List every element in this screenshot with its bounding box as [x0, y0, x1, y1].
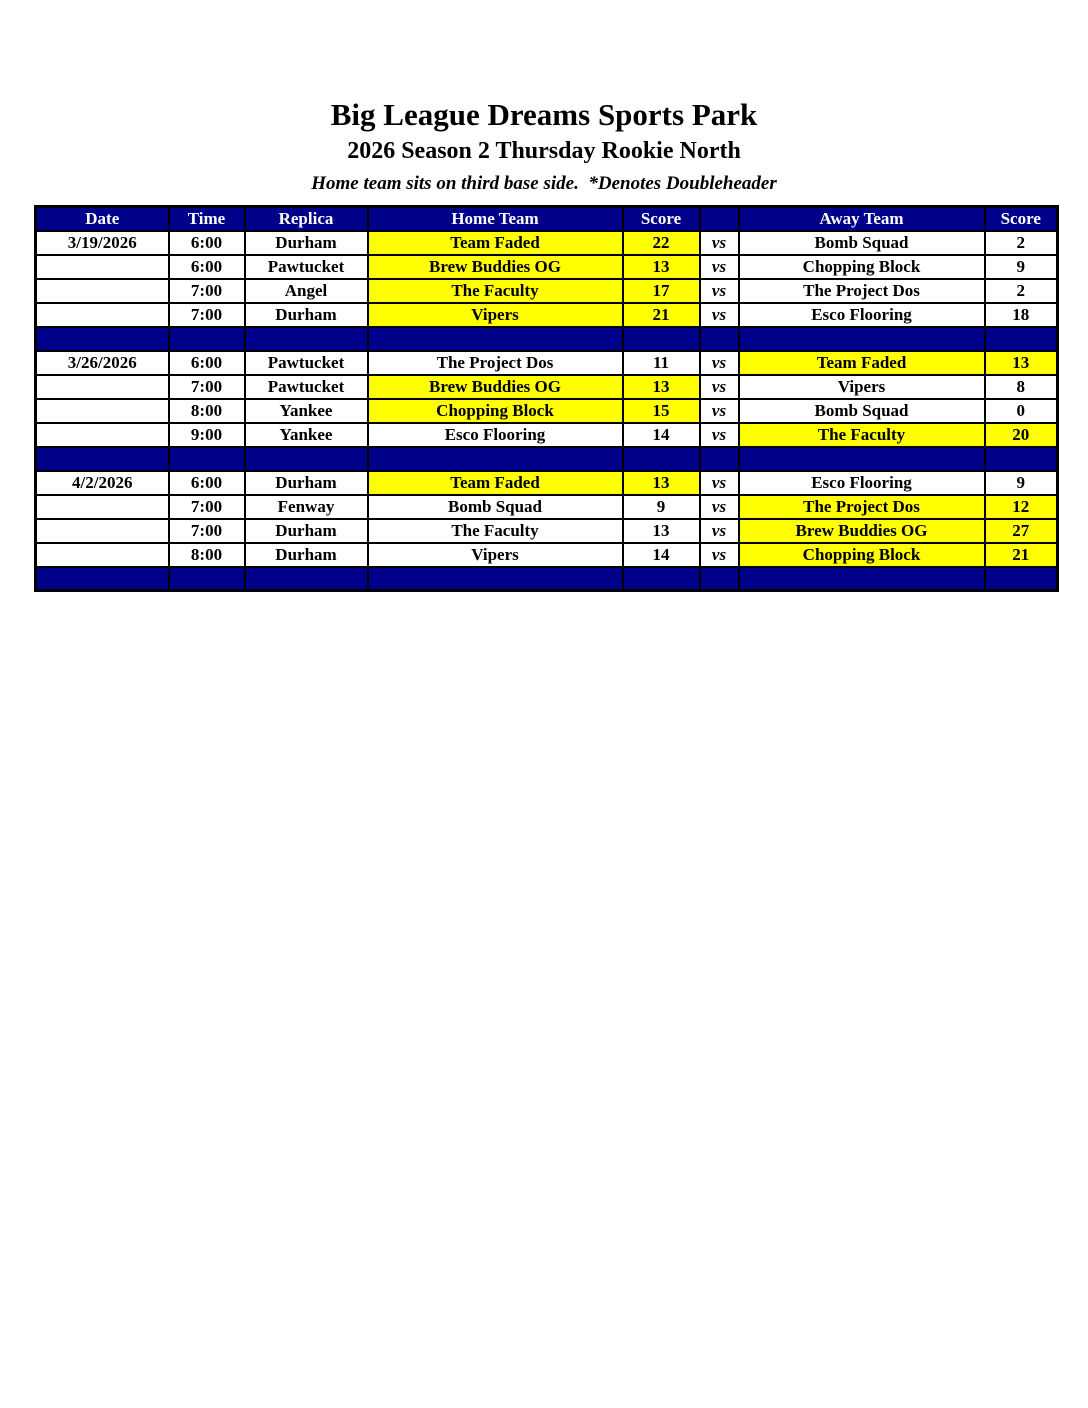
vs-cell: vs	[700, 519, 739, 543]
separator-cell	[245, 567, 368, 591]
table-row	[36, 471, 1058, 495]
home-team-note: Home team sits on third base side. *Denotes Doubleheader	[311, 173, 777, 195]
date-cell	[36, 303, 169, 327]
away-score-cell: 9	[985, 255, 1058, 279]
vs-cell: vs	[700, 543, 739, 567]
schedule-table-head	[36, 207, 1058, 231]
home-team-cell: Brew Buddies OG	[368, 255, 623, 279]
time-cell: 7:00	[169, 375, 245, 399]
time-cell: 6:00	[169, 471, 245, 495]
away-team-cell: Vipers	[739, 375, 985, 399]
date-cell	[36, 255, 169, 279]
separator-cell	[739, 447, 985, 471]
vs-cell: vs	[700, 423, 739, 447]
home-team-cell: The Project Dos	[368, 351, 623, 375]
vs-cell: vs	[700, 231, 739, 255]
away-score-cell: 18	[985, 303, 1058, 327]
vs-cell: vs	[700, 279, 739, 303]
time-cell: 6:00	[169, 255, 245, 279]
separator-cell	[169, 567, 245, 591]
date-cell	[36, 399, 169, 423]
time-cell: 8:00	[169, 543, 245, 567]
separator-cell	[700, 567, 739, 591]
date-cell	[36, 519, 169, 543]
home-score-cell: 15	[623, 399, 700, 423]
away-team-cell: Esco Flooring	[739, 471, 985, 495]
replica-cell: Durham	[245, 471, 368, 495]
replica-cell: Durham	[245, 543, 368, 567]
column-header-away-score: Score	[985, 207, 1058, 231]
away-team-cell: The Project Dos	[739, 279, 985, 303]
date-cell	[36, 375, 169, 399]
home-team-cell: Chopping Block	[368, 399, 623, 423]
home-team-cell: Esco Flooring	[368, 423, 623, 447]
away-score-cell: 21	[985, 543, 1058, 567]
away-team-cell: Bomb Squad	[739, 231, 985, 255]
replica-cell: Pawtucket	[245, 351, 368, 375]
date-cell	[36, 543, 169, 567]
table-row	[36, 519, 1058, 543]
vs-cell: vs	[700, 375, 739, 399]
separator-cell	[985, 567, 1058, 591]
replica-cell: Pawtucket	[245, 375, 368, 399]
column-header-home-team: Home Team	[368, 207, 623, 231]
replica-cell: Durham	[245, 519, 368, 543]
time-cell: 7:00	[169, 303, 245, 327]
away-score-cell: 13	[985, 351, 1058, 375]
separator-cell	[985, 447, 1058, 471]
home-team-cell: Bomb Squad	[368, 495, 623, 519]
away-team-cell: The Project Dos	[739, 495, 985, 519]
vs-cell: vs	[700, 495, 739, 519]
replica-cell: Fenway	[245, 495, 368, 519]
time-cell: 8:00	[169, 399, 245, 423]
replica-cell: Angel	[245, 279, 368, 303]
table-row	[36, 351, 1058, 375]
separator-cell	[36, 567, 169, 591]
table-row	[36, 375, 1058, 399]
time-cell: 6:00	[169, 351, 245, 375]
replica-cell: Pawtucket	[245, 255, 368, 279]
separator-cell	[739, 327, 985, 351]
separator-cell	[169, 327, 245, 351]
table-row	[36, 399, 1058, 423]
home-score-cell: 21	[623, 303, 700, 327]
away-team-cell: Chopping Block	[739, 255, 985, 279]
table-row	[36, 231, 1058, 255]
away-score-cell: 8	[985, 375, 1058, 399]
home-team-cell: The Faculty	[368, 279, 623, 303]
time-cell: 9:00	[169, 423, 245, 447]
separator-cell	[700, 447, 739, 471]
vs-cell: vs	[700, 399, 739, 423]
replica-cell: Yankee	[245, 423, 368, 447]
table-row	[36, 279, 1058, 303]
column-header-vs	[700, 207, 739, 231]
separator-cell	[739, 567, 985, 591]
date-cell: 4/2/2026	[36, 471, 169, 495]
time-cell: 7:00	[169, 519, 245, 543]
page-subtitle: 2026 Season 2 Thursday Rookie North	[347, 137, 741, 164]
away-score-cell: 27	[985, 519, 1058, 543]
away-score-cell: 0	[985, 399, 1058, 423]
away-score-cell: 9	[985, 471, 1058, 495]
home-team-cell: Brew Buddies OG	[368, 375, 623, 399]
replica-cell: Durham	[245, 303, 368, 327]
date-cell	[36, 279, 169, 303]
home-team-cell: Vipers	[368, 543, 623, 567]
time-cell: 7:00	[169, 279, 245, 303]
home-score-cell: 14	[623, 423, 700, 447]
replica-cell: Durham	[245, 231, 368, 255]
home-score-cell: 13	[623, 255, 700, 279]
home-score-cell: 9	[623, 495, 700, 519]
away-score-cell: 12	[985, 495, 1058, 519]
time-cell: 6:00	[169, 231, 245, 255]
away-score-cell: 2	[985, 279, 1058, 303]
column-header-time: Time	[169, 207, 245, 231]
table-row	[36, 423, 1058, 447]
vs-cell: vs	[700, 471, 739, 495]
home-score-cell: 11	[623, 351, 700, 375]
schedule-table-body	[36, 231, 1058, 591]
separator-cell	[623, 567, 700, 591]
vs-cell: vs	[700, 351, 739, 375]
date-cell: 3/19/2026	[36, 231, 169, 255]
separator-cell	[368, 447, 623, 471]
away-team-cell: The Faculty	[739, 423, 985, 447]
separator-row	[36, 447, 1058, 471]
table-row	[36, 303, 1058, 327]
column-header-away-team: Away Team	[739, 207, 985, 231]
vs-cell: vs	[700, 255, 739, 279]
separator-cell	[368, 327, 623, 351]
vs-cell: vs	[700, 303, 739, 327]
away-team-cell: Chopping Block	[739, 543, 985, 567]
table-row	[36, 495, 1058, 519]
separator-cell	[623, 327, 700, 351]
date-cell: 3/26/2026	[36, 351, 169, 375]
home-team-cell: Vipers	[368, 303, 623, 327]
date-cell	[36, 495, 169, 519]
home-score-cell: 13	[623, 375, 700, 399]
separator-cell	[700, 327, 739, 351]
schedule-table	[34, 205, 1059, 592]
home-score-cell: 17	[623, 279, 700, 303]
separator-cell	[36, 327, 169, 351]
document-header	[0, 0, 1088, 195]
home-team-cell: Team Faded	[368, 471, 623, 495]
home-score-cell: 13	[623, 519, 700, 543]
header-row	[36, 207, 1058, 231]
table-row	[36, 255, 1058, 279]
home-score-cell: 14	[623, 543, 700, 567]
away-team-cell: Bomb Squad	[739, 399, 985, 423]
separator-cell	[245, 327, 368, 351]
separator-cell	[169, 447, 245, 471]
home-score-cell: 13	[623, 471, 700, 495]
time-cell: 7:00	[169, 495, 245, 519]
date-cell	[36, 423, 169, 447]
separator-cell	[245, 447, 368, 471]
column-header-replica: Replica	[245, 207, 368, 231]
away-score-cell: 2	[985, 231, 1058, 255]
separator-row	[36, 567, 1058, 591]
separator-cell	[623, 447, 700, 471]
separator-cell	[985, 327, 1058, 351]
home-score-cell: 22	[623, 231, 700, 255]
away-team-cell: Esco Flooring	[739, 303, 985, 327]
separator-row	[36, 327, 1058, 351]
away-team-cell: Brew Buddies OG	[739, 519, 985, 543]
page-title: Big League Dreams Sports Park	[330, 97, 758, 132]
home-team-cell: The Faculty	[368, 519, 623, 543]
separator-cell	[36, 447, 169, 471]
home-team-cell: Team Faded	[368, 231, 623, 255]
replica-cell: Yankee	[245, 399, 368, 423]
away-team-cell: Team Faded	[739, 351, 985, 375]
table-row	[36, 543, 1058, 567]
separator-cell	[368, 567, 623, 591]
column-header-date: Date	[36, 207, 169, 231]
away-score-cell: 20	[985, 423, 1058, 447]
column-header-home-score: Score	[623, 207, 700, 231]
